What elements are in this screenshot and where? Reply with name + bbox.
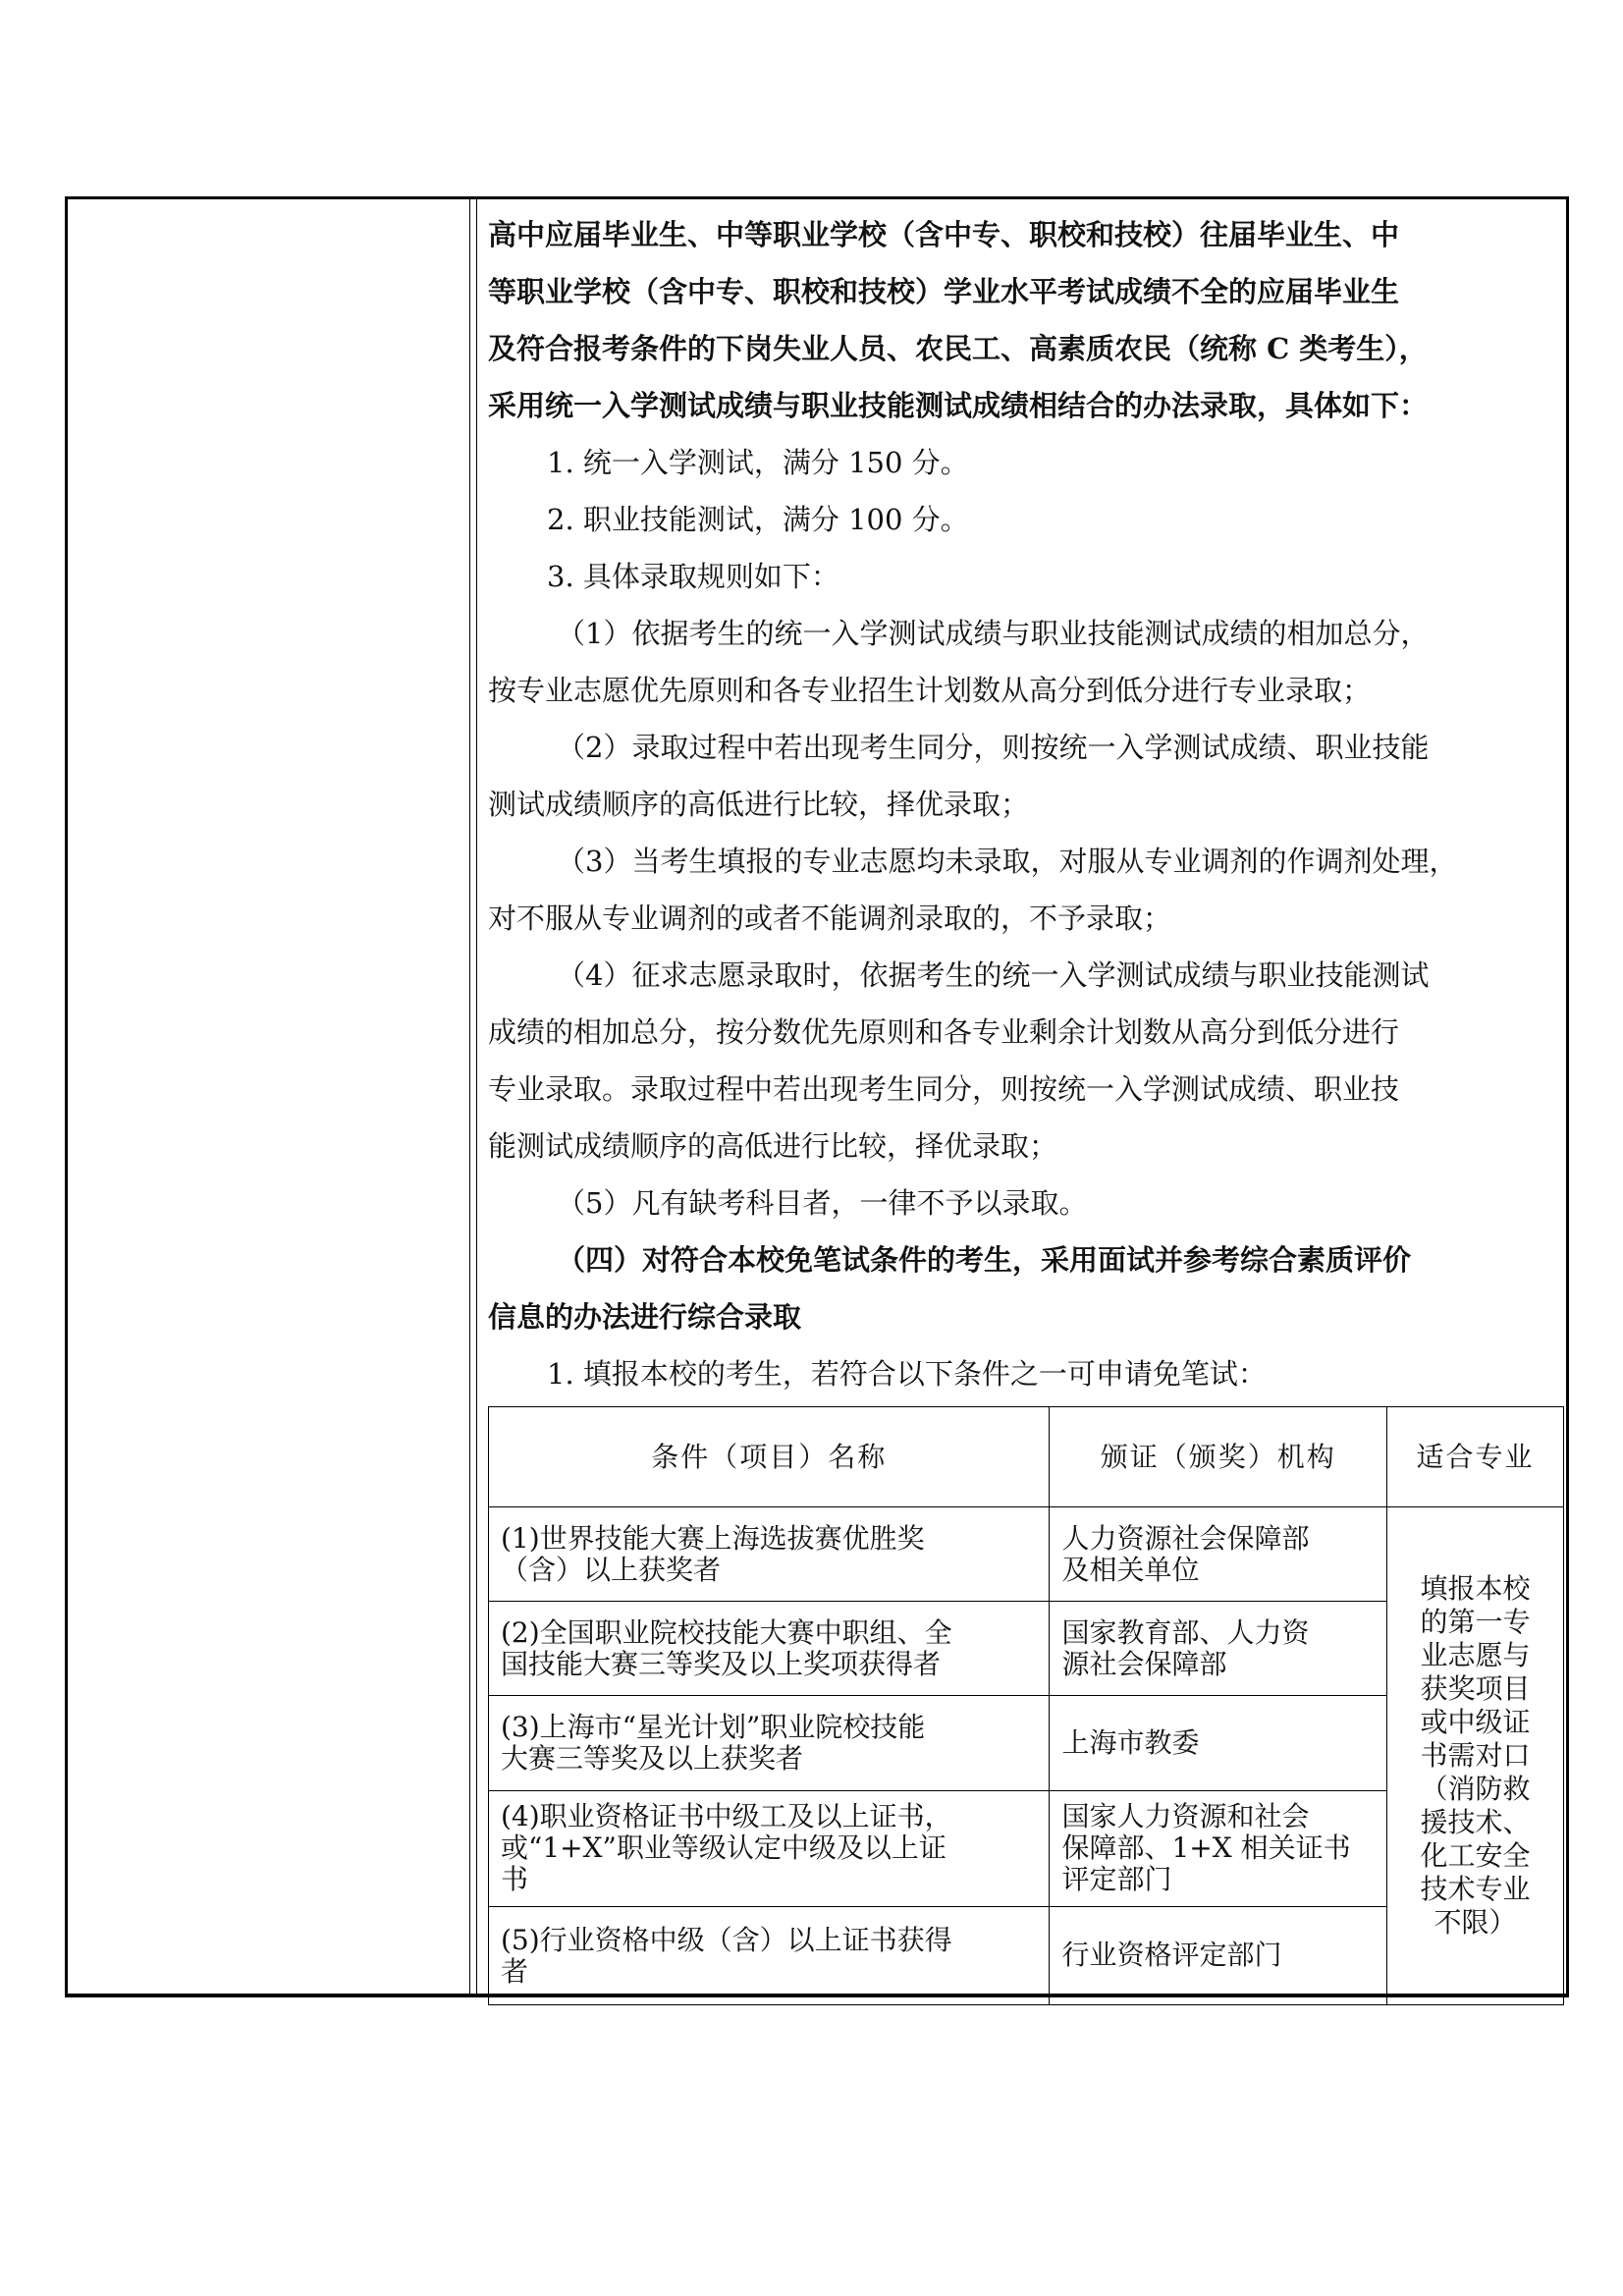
header-condition: 条件（项目）名称	[489, 1407, 1050, 1507]
rule-item: 成绩的相加总分，按分数优先原则和各专业剩余计划数从高分到低分进行	[488, 1015, 1400, 1049]
condition-cell: (4)职业资格证书中级工及以上证书， 或“1+X”职业等级认定中级及以上证 书	[489, 1790, 1050, 1906]
organization-cell: 行业资格评定部门	[1050, 1906, 1387, 2004]
rule-item: （4）征求志愿录取时，依据考生的统一入学测试成绩与职业技能测试	[557, 958, 1430, 992]
condition-cell: (1)世界技能大赛上海选拔赛优胜奖 （含）以上获奖者	[489, 1507, 1050, 1602]
list-item: 1. 统一入学测试，满分 150 分。	[547, 446, 969, 479]
rule-item: （1）依据考生的统一入学测试成绩与职业技能测试成绩的相加总分，	[557, 617, 1430, 650]
exemption-table	[488, 1406, 1564, 2005]
organization-cell: 人力资源社会保障部 及相关单位	[1050, 1507, 1387, 1602]
header-major: 适合专业	[1387, 1407, 1564, 1507]
condition-cell: (3)上海市“星光计划”职业院校技能 大赛三等奖及以上获奖者	[489, 1696, 1050, 1790]
header-organization: 颁证（颁奖）机构	[1050, 1407, 1387, 1507]
section-heading: 信息的办法进行综合录取	[488, 1300, 802, 1334]
table-header-row	[489, 1407, 1564, 1507]
column-divider-inner	[476, 196, 477, 1997]
rule-item: （3）当考生填报的专业志愿均未录取，对服从专业调剂的作调剂处理，	[557, 845, 1458, 878]
list-item: 1. 填报本校的考生，若符合以下条件之一可申请免笔试：	[547, 1357, 1267, 1391]
paragraph-line: 采用统一入学测试成绩与职业技能测试成绩相结合的办法录取，具体如下：	[488, 389, 1429, 422]
rule-item: 按专业志愿优先原则和各专业招生计划数从高分到低分进行专业录取；	[488, 674, 1372, 707]
organization-cell: 国家人力资源和社会 保障部、1+X 相关证书 评定部门	[1050, 1790, 1387, 1906]
paragraph-line: 及符合报考条件的下岗失业人员、农民工、高素质农民（统称 C 类考生），	[488, 332, 1428, 365]
paragraph-line: 高中应届毕业生、中等职业学校（含中专、职校和技校）往届毕业生、中	[488, 218, 1400, 251]
section-heading: （四）对符合本校免笔试条件的考生，采用面试并参考综合素质评价	[557, 1243, 1412, 1277]
list-item: 3. 具体录取规则如下：	[547, 560, 839, 593]
condition-cell: (5)行业资格中级（含）以上证书获得 者	[489, 1906, 1050, 2004]
rule-item: （2）录取过程中若出现考生同分，则按统一入学测试成绩、职业技能	[557, 731, 1430, 764]
rule-item: 能测试成绩顺序的高低进行比较，择优录取；	[488, 1129, 1058, 1163]
table-row	[489, 1507, 1564, 1602]
major-cell: 填报本校 的第一专 业志愿与 获奖项目 或中级证 书需对口 （消防救 援技术、 化工安全 技术专业 不限）	[1387, 1507, 1564, 2005]
organization-cell: 上海市教委	[1050, 1696, 1387, 1790]
rule-item: 专业录取。录取过程中若出现考生同分，则按统一入学测试成绩、职业技	[488, 1072, 1400, 1106]
column-divider	[469, 196, 470, 1997]
organization-cell: 国家教育部、人力资 源社会保障部	[1050, 1602, 1387, 1696]
list-item: 2. 职业技能测试，满分 100 分。	[547, 503, 969, 536]
paragraph-line: 等职业学校（含中专、职校和技校）学业水平考试成绩不全的应届毕业生	[488, 275, 1400, 308]
condition-cell: (2)全国职业院校技能大赛中职组、全 国技能大赛三等奖及以上奖项获得者	[489, 1602, 1050, 1696]
rule-item: （5）凡有缺考科目者，一律不予以录取。	[557, 1186, 1088, 1220]
rule-item: 测试成绩顺序的高低进行比较，择优录取；	[488, 788, 1030, 821]
rule-item: 对不服从专业调剂的或者不能调剂录取的，不予录取；	[488, 902, 1172, 935]
